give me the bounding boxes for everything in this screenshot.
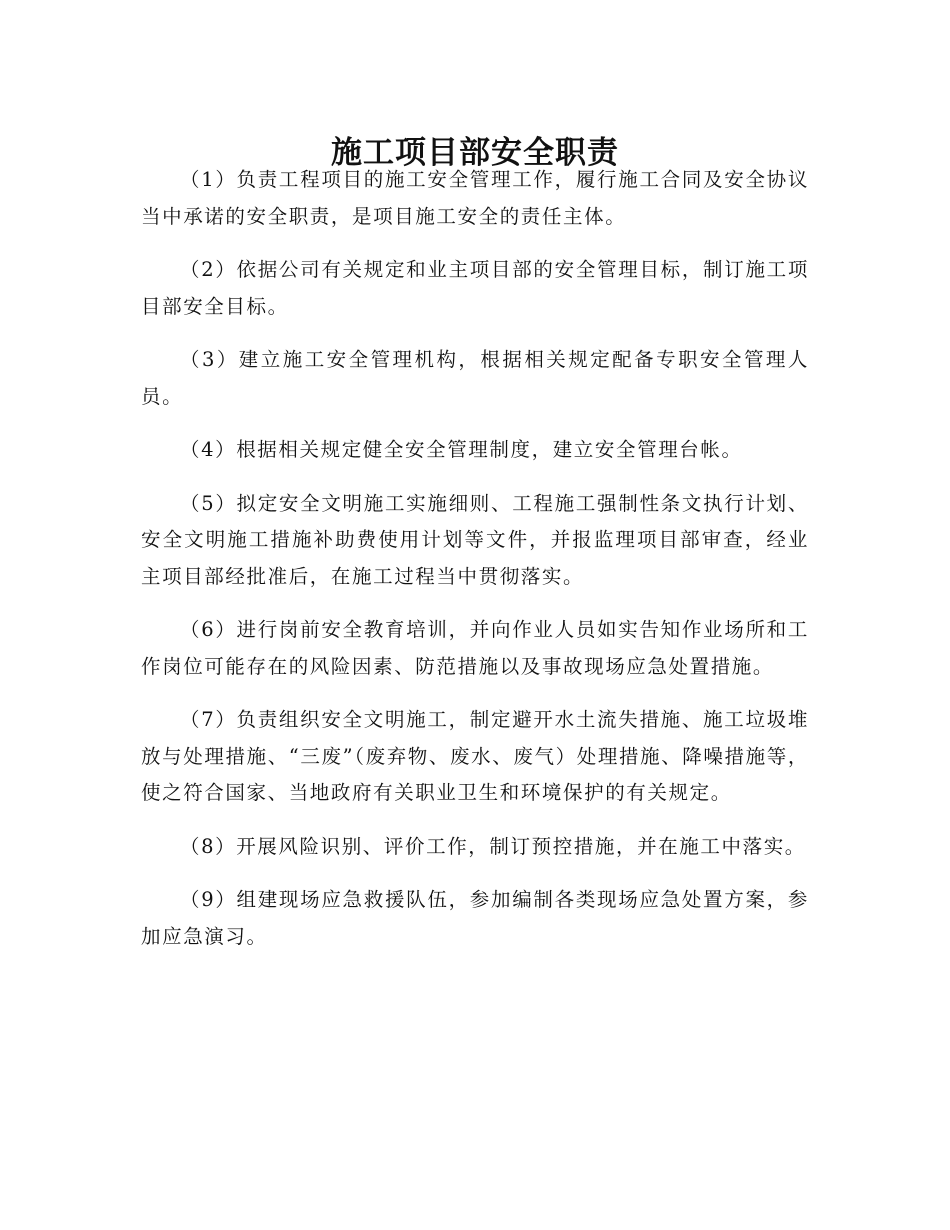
duty-item-8: （8）开展风险识别、评价工作，制订预控措施，并在施工中落实。 <box>180 834 806 858</box>
duty-item-9: （9）组建现场应急救援队伍，参加编制各类现场应急处置方案，参加应急演习。 <box>141 888 809 948</box>
duty-item-7: （7）负责组织安全文明施工，制定避开水土流失措施、施工垃圾堆放与处理措施、“三废”（废弃物、废水、废气）处理措施、降噪措施等，使之符合国家、当地政府有关职业卫生和环境保护的有关规定。 <box>141 708 809 804</box>
duty-item-4: （4）根据相关规定健全安全管理制度，建立安全管理台帐。 <box>180 438 743 461</box>
page-title: 施工项目部安全职责 <box>331 134 619 171</box>
duty-item-6: （6）进行岗前安全教育培训，并向作业人员如实告知作业场所和工作岗位可能存在的风险因素、防范措施以及事故现场应急处置措施。 <box>141 618 809 678</box>
document-body <box>141 162 809 972</box>
duty-item-1: （1）负责工程项目的施工安全管理工作，履行施工合同及安全协议当中承诺的安全职责，是项目施工安全的责任主体。 <box>141 168 809 228</box>
duty-item-3: （3）建立施工安全管理机构，根据相关规定配备专职安全管理人员。 <box>141 348 809 408</box>
duty-item-5: （5）拟定安全文明施工实施细则、工程施工强制性条文执行计划、安全文明施工措施补助费使用计划等文件，并报监理项目部审查，经业主项目部经批准后，在施工过程当中贯彻落实。 <box>141 491 809 588</box>
duty-item-2: （2）依据公司有关规定和业主项目部的安全管理目标，制订施工项目部安全目标。 <box>141 258 809 318</box>
